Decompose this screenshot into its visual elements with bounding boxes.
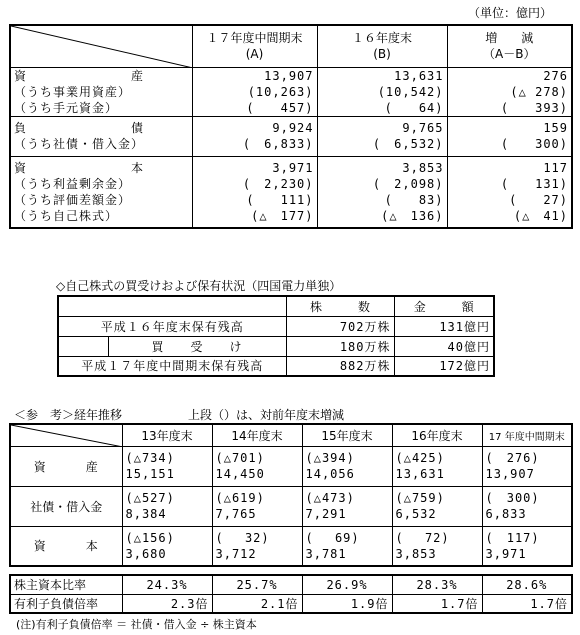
trend-row-equity (10, 526, 572, 566)
table-row (58, 336, 494, 356)
value-cell: (△759) 6,532 (392, 486, 482, 526)
row-label: 資 産 (10, 446, 122, 486)
value-cell: (△527) 8,384 (122, 486, 212, 526)
value-cell: (△734) 15,151 (122, 446, 212, 486)
row-label: 資 本 (10, 526, 122, 566)
year-header: 16年度末 (392, 424, 482, 446)
value-cell: ( 117) 3,971 (482, 526, 572, 566)
header-col-b: １６年度末 (B) (317, 25, 447, 67)
value-cell: ( 69) 3,781 (302, 526, 392, 566)
value-cell: (△394) 14,056 (302, 446, 392, 486)
shares-value: 180万株 (286, 336, 394, 356)
table-row (58, 316, 494, 336)
balance-table (9, 24, 573, 229)
ratio-value: 1.9倍 (302, 594, 392, 613)
trend-row-assets (10, 446, 572, 486)
header-amount: 金 額 (394, 296, 494, 316)
value-cell: ( 32) 3,712 (212, 526, 302, 566)
indent-cell (58, 336, 108, 356)
header-diagonal-cell (10, 424, 122, 446)
col-diff-values: 159 ( 300) (447, 116, 572, 156)
empty-corner (58, 296, 286, 316)
col-diff-values: 117 ( 131) ( 27) (△ 41) (447, 156, 572, 228)
amount-value: 40億円 (394, 336, 494, 356)
col-b-values: 3,853 ( 2,098) ( 83) (△ 136) (317, 156, 447, 228)
row-label: 買 受 け (108, 336, 286, 356)
treasury-stock-table (57, 295, 495, 377)
amount-value: 131億円 (394, 316, 494, 336)
header-diagonal-cell (10, 25, 192, 67)
col-a-values: 3,971 ( 2,230) ( 111) (△ 177) (192, 156, 317, 228)
table-row (58, 356, 494, 376)
reference-note: 上段（）は、対前年度末増減 (188, 408, 345, 422)
header-col-a: １７年度中間期末 (A) (192, 25, 317, 67)
treasury-stock-title: ◇自己株式の買受けおよび保有状況（四国電力単独） (56, 279, 342, 293)
row-label: 平成１６年度末保有残高 (58, 316, 286, 336)
row-labels: 資 本 （うち利益剰余金） （うち評価差額金） （うち自己株式） (10, 156, 192, 228)
col-diff-values: 276 (△ 278) ( 393) (447, 67, 572, 116)
col-b-values: 9,765 ( 6,532) (317, 116, 447, 156)
group-assets (10, 67, 572, 116)
year-header: 13年度末 (122, 424, 212, 446)
value-cell: (△156) 3,680 (122, 526, 212, 566)
group-equity (10, 156, 572, 228)
ratio-value: 28.3% (392, 575, 482, 594)
value-cell: ( 276) 13,907 (482, 446, 572, 486)
ratio-value: 1.7倍 (392, 594, 482, 613)
ratio-table (9, 574, 573, 614)
year-header: 17 年度中間期末 (482, 424, 572, 446)
ratio-value: 26.9% (302, 575, 392, 594)
year-header: 15年度末 (302, 424, 392, 446)
year-header: 14年度末 (212, 424, 302, 446)
value-cell: (△701) 14,450 (212, 446, 302, 486)
ratio-row-debt (10, 594, 572, 613)
ratio-value: 2.1倍 (212, 594, 302, 613)
col-b-values: 13,631 (10,542) ( 64) (317, 67, 447, 116)
reference-title: ＜参 考＞経年推移 (14, 408, 123, 422)
shares-value: 882万株 (286, 356, 394, 376)
ratio-value: 25.7% (212, 575, 302, 594)
trend-table (9, 423, 573, 567)
value-cell: (△425) 13,631 (392, 446, 482, 486)
header-shares: 株 数 (286, 296, 394, 316)
footnote: (注)有利子負債倍率 ＝ 社債・借入金 ÷ 株主資本 (16, 618, 257, 631)
value-cell: ( 72) 3,853 (392, 526, 482, 566)
value-cell: (△473) 7,291 (302, 486, 392, 526)
unit-label: （単位：億円） (468, 6, 553, 20)
col-a-values: 9,924 ( 6,833) (192, 116, 317, 156)
group-liabilities (10, 116, 572, 156)
row-labels: 資 産 （うち事業用資産） （うち手元資金） (10, 67, 192, 116)
col-a-values: 13,907 (10,263) ( 457) (192, 67, 317, 116)
ratio-value: 1.7倍 (482, 594, 572, 613)
row-label: 社債・借入金 (10, 486, 122, 526)
row-labels: 負 債 （うち社債・借入金） (10, 116, 192, 156)
ratio-row-equity (10, 575, 572, 594)
amount-value: 172億円 (394, 356, 494, 376)
ratio-value: 28.6% (482, 575, 572, 594)
header-col-diff: 増 減 （A－B） (447, 25, 572, 67)
trend-row-debt (10, 486, 572, 526)
shares-value: 702万株 (286, 316, 394, 336)
value-cell: ( 300) 6,833 (482, 486, 572, 526)
row-label: 平成１７年度中間期末保有残高 (58, 356, 286, 376)
ratio-value: 2.3倍 (122, 594, 212, 613)
ratio-value: 24.3% (122, 575, 212, 594)
value-cell: (△619) 7,765 (212, 486, 302, 526)
row-label: 株主資本比率 (10, 575, 122, 594)
row-label: 有利子負債倍率 (10, 594, 122, 613)
